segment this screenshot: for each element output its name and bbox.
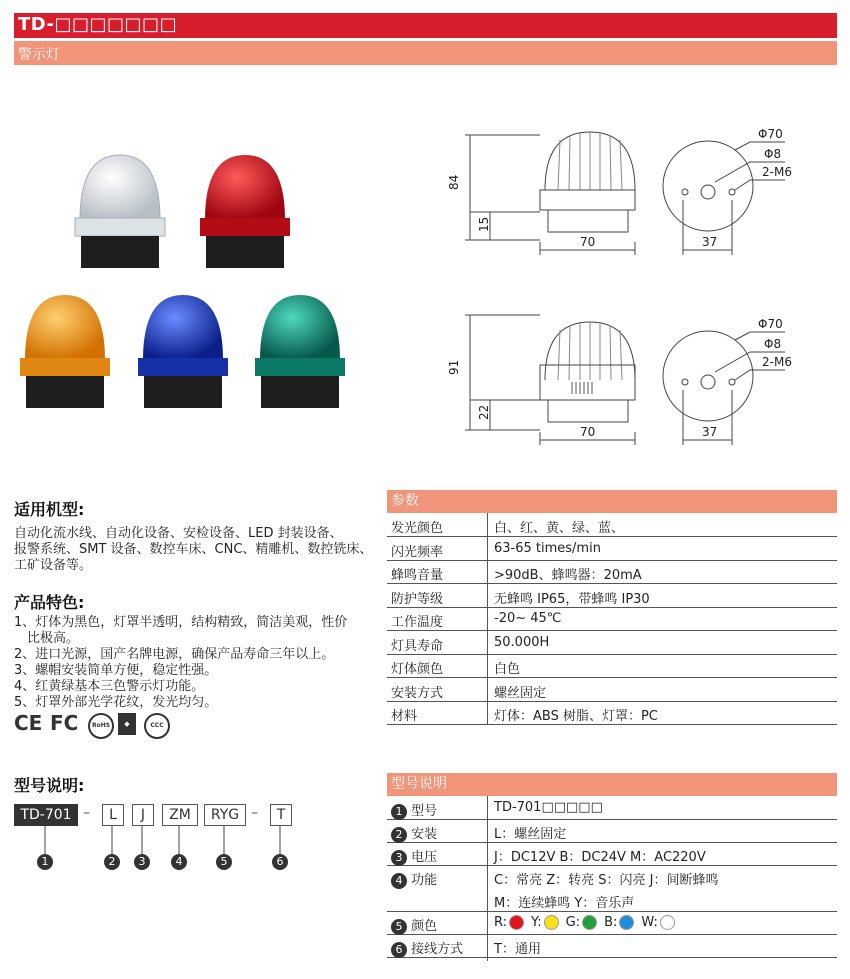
model-number-badge: 4 [391, 873, 407, 889]
feature-line: 3、螺帽安装简单方便，稳定性强。 [14, 663, 218, 678]
dim-center-bottom: Φ8 [764, 337, 782, 351]
features-title: 产品特色: [14, 593, 85, 612]
model-row-label: 接线方式 [411, 942, 464, 957]
params-title: 参数 [387, 490, 837, 513]
model-row-value: J：DC12V B：DC24V M：AC220V [494, 850, 706, 865]
param-row [387, 701, 837, 725]
color-options [494, 915, 682, 930]
model-row-label: 型号 [411, 804, 438, 819]
color-swatch [660, 915, 675, 930]
param-key: 灯体颜色 [391, 662, 444, 677]
param-value: 螺丝固定 [494, 685, 547, 701]
param-key: 闪光频率 [391, 544, 444, 560]
model-part-color: RYG [204, 804, 246, 826]
side-view-bottom [465, 315, 785, 445]
param-value: 无蜂鸣 IP65，带蜂鸣 IP30 [494, 591, 650, 607]
dim-holes-bottom: 2-M6 [762, 355, 792, 369]
model-number-badge: 2 [104, 854, 120, 870]
color-option-label: Y: [531, 915, 542, 930]
features-body [14, 615, 374, 711]
model-number-badge: 3 [134, 854, 150, 870]
feature-line: 5、灯罩外部光学花纹，发光均匀。 [14, 695, 218, 710]
model-dash: – [83, 805, 90, 821]
model-number-badge: 1 [391, 804, 407, 820]
feature-line: 1、灯体为黑色，灯罩半透明，结构精致，简洁美观，性价 [14, 615, 348, 630]
param-row [387, 584, 837, 608]
lamp-yellow [20, 295, 110, 408]
color-option-label: W: [641, 915, 658, 930]
model-table-divider [487, 796, 488, 961]
applicable-section [14, 497, 374, 574]
param-value: 63-65 times/min [494, 540, 601, 556]
model-number-badge: 5 [391, 919, 407, 935]
applicable-body [14, 526, 374, 574]
param-row [387, 537, 837, 561]
model-row-key [391, 823, 437, 843]
param-value: 白、红、黄、绿、蓝、 [494, 521, 625, 536]
param-row [387, 631, 837, 655]
param-key: 灯具寿命 [391, 638, 444, 654]
model-row-key [391, 846, 437, 866]
subtitle-bar [14, 41, 837, 65]
model-number-badge: 5 [216, 854, 232, 870]
model-row [387, 819, 837, 843]
dim-height-bottom: 91 [447, 359, 461, 375]
lamp-red [200, 155, 290, 268]
page-subtitle: 警示灯 [18, 47, 60, 63]
model-part-voltage: J [132, 804, 154, 826]
param-row [387, 654, 837, 678]
param-value: 50.000H [494, 634, 550, 650]
param-value: 灯体：ABS 树脂、灯罩：PC [494, 709, 658, 724]
params-table [387, 490, 837, 726]
ce-mark-icon: CE [14, 711, 43, 735]
param-row [387, 678, 837, 702]
model-row-label: 功能 [411, 873, 438, 888]
model-row-value: C：常亮 Z：转亮 S：闪亮 J：间断蜂鸣 [494, 873, 719, 888]
param-key: 材料 [391, 709, 418, 724]
model-number-badge: 1 [37, 854, 53, 870]
dimension-drawings [440, 120, 820, 450]
param-key: 发光颜色 [391, 521, 444, 536]
dim-span-bottom: 37 [702, 425, 718, 439]
dim-outer-top: Φ70 [758, 127, 783, 141]
model-table [387, 773, 837, 963]
param-row [387, 560, 837, 584]
param-row [387, 607, 837, 631]
color-swatch [509, 915, 524, 930]
model-row [387, 865, 837, 912]
feature-line: 4、红黄绿基本三色警示灯功能。 [14, 679, 205, 694]
quality-mark-icon: ◆ [118, 713, 136, 735]
dim-span-top: 37 [702, 235, 718, 249]
applicable-title: 适用机型: [14, 500, 85, 519]
color-swatch [544, 915, 559, 930]
color-swatch [619, 915, 634, 930]
model-row-label: 电压 [411, 850, 438, 865]
dim-width-bottom: 70 [580, 425, 596, 439]
model-title: 型号说明: [14, 776, 85, 795]
lamp-green [255, 295, 345, 408]
param-key: 工作温度 [391, 615, 444, 630]
param-value: -20~ 45℃ [494, 611, 562, 626]
model-row [387, 842, 837, 866]
model-row-key [391, 938, 463, 958]
model-part-series: TD-701 [14, 804, 78, 826]
color-option-label: B: [604, 915, 618, 930]
param-value: 白色 [494, 662, 521, 677]
param-key: 蜂鸣音量 [391, 568, 444, 583]
cert-marks [14, 711, 174, 737]
dim-height-top: 84 [447, 174, 461, 190]
dim-center-top: Φ8 [764, 147, 782, 161]
model-row-key [391, 869, 437, 889]
model-number-badge: 2 [391, 827, 407, 843]
model-number-badge: 6 [272, 854, 288, 870]
color-swatch [582, 915, 597, 930]
model-row-key [391, 800, 437, 820]
model-table-title: 型号说明 [387, 773, 837, 796]
model-number-badge: 3 [391, 850, 407, 866]
title-bar [14, 13, 837, 38]
rohs-mark-icon: RoHS [88, 713, 114, 739]
model-dash: – [251, 805, 258, 821]
color-option-label: R: [494, 915, 508, 930]
model-code-diagram [14, 804, 344, 884]
ccc-mark-icon: CCC [144, 713, 170, 739]
lamp-blue [138, 295, 228, 408]
color-option-label: G: [565, 915, 581, 930]
model-connectors [14, 826, 314, 862]
dim-base-bottom: 22 [477, 404, 491, 420]
params-divider [487, 513, 488, 725]
lamp-white [75, 155, 165, 268]
model-row [387, 911, 837, 935]
dim-base-top: 15 [477, 216, 491, 232]
feature-line: 2、进口光源，国产名牌电源，确保产品寿命三年以上。 [14, 647, 335, 662]
model-number-badge: 4 [171, 854, 187, 870]
model-number-badge: 6 [391, 942, 407, 958]
model-row [387, 796, 837, 820]
param-key: 安装方式 [391, 685, 444, 701]
features-section [14, 590, 374, 711]
dim-holes-top: 2-M6 [762, 165, 792, 179]
model-row-value: T：通用 [494, 942, 541, 957]
applicable-line: 报警系统、SMT 设备、数控车床、CNC、精雕机、数控铣床、 [14, 542, 373, 557]
model-part-function: ZM [162, 804, 198, 826]
model-row-label: 安装 [411, 827, 438, 842]
applicable-line: 自动化流水线、自动化设备、安检设备、LED 封装设备、 [14, 526, 343, 541]
model-row-key [391, 915, 437, 935]
model-row-value: L：螺丝固定 [494, 827, 567, 842]
fcc-mark-icon: FC [50, 711, 79, 735]
model-row-value: M：连续蜂鸣 Y：音乐声 [494, 896, 635, 911]
param-row [387, 513, 837, 537]
applicable-line: 工矿设备等。 [14, 558, 93, 573]
page-title: TD-□□□□□□□ [18, 14, 178, 35]
param-value: >90dB、蜂鸣器：20mA [494, 568, 642, 583]
model-row-value: TD-701□□□□□ [494, 800, 603, 815]
model-section [14, 773, 84, 796]
dim-width-top: 70 [580, 235, 596, 249]
product-photos [15, 150, 355, 420]
side-view-top [465, 132, 785, 255]
model-row-label: 颜色 [411, 919, 438, 934]
param-key: 防护等级 [391, 591, 444, 607]
model-part-install: L [102, 804, 124, 826]
model-row [387, 934, 837, 958]
model-part-wiring: T [270, 804, 292, 826]
feature-line: 比极高。 [14, 631, 80, 646]
dim-outer-bottom: Φ70 [758, 317, 783, 331]
